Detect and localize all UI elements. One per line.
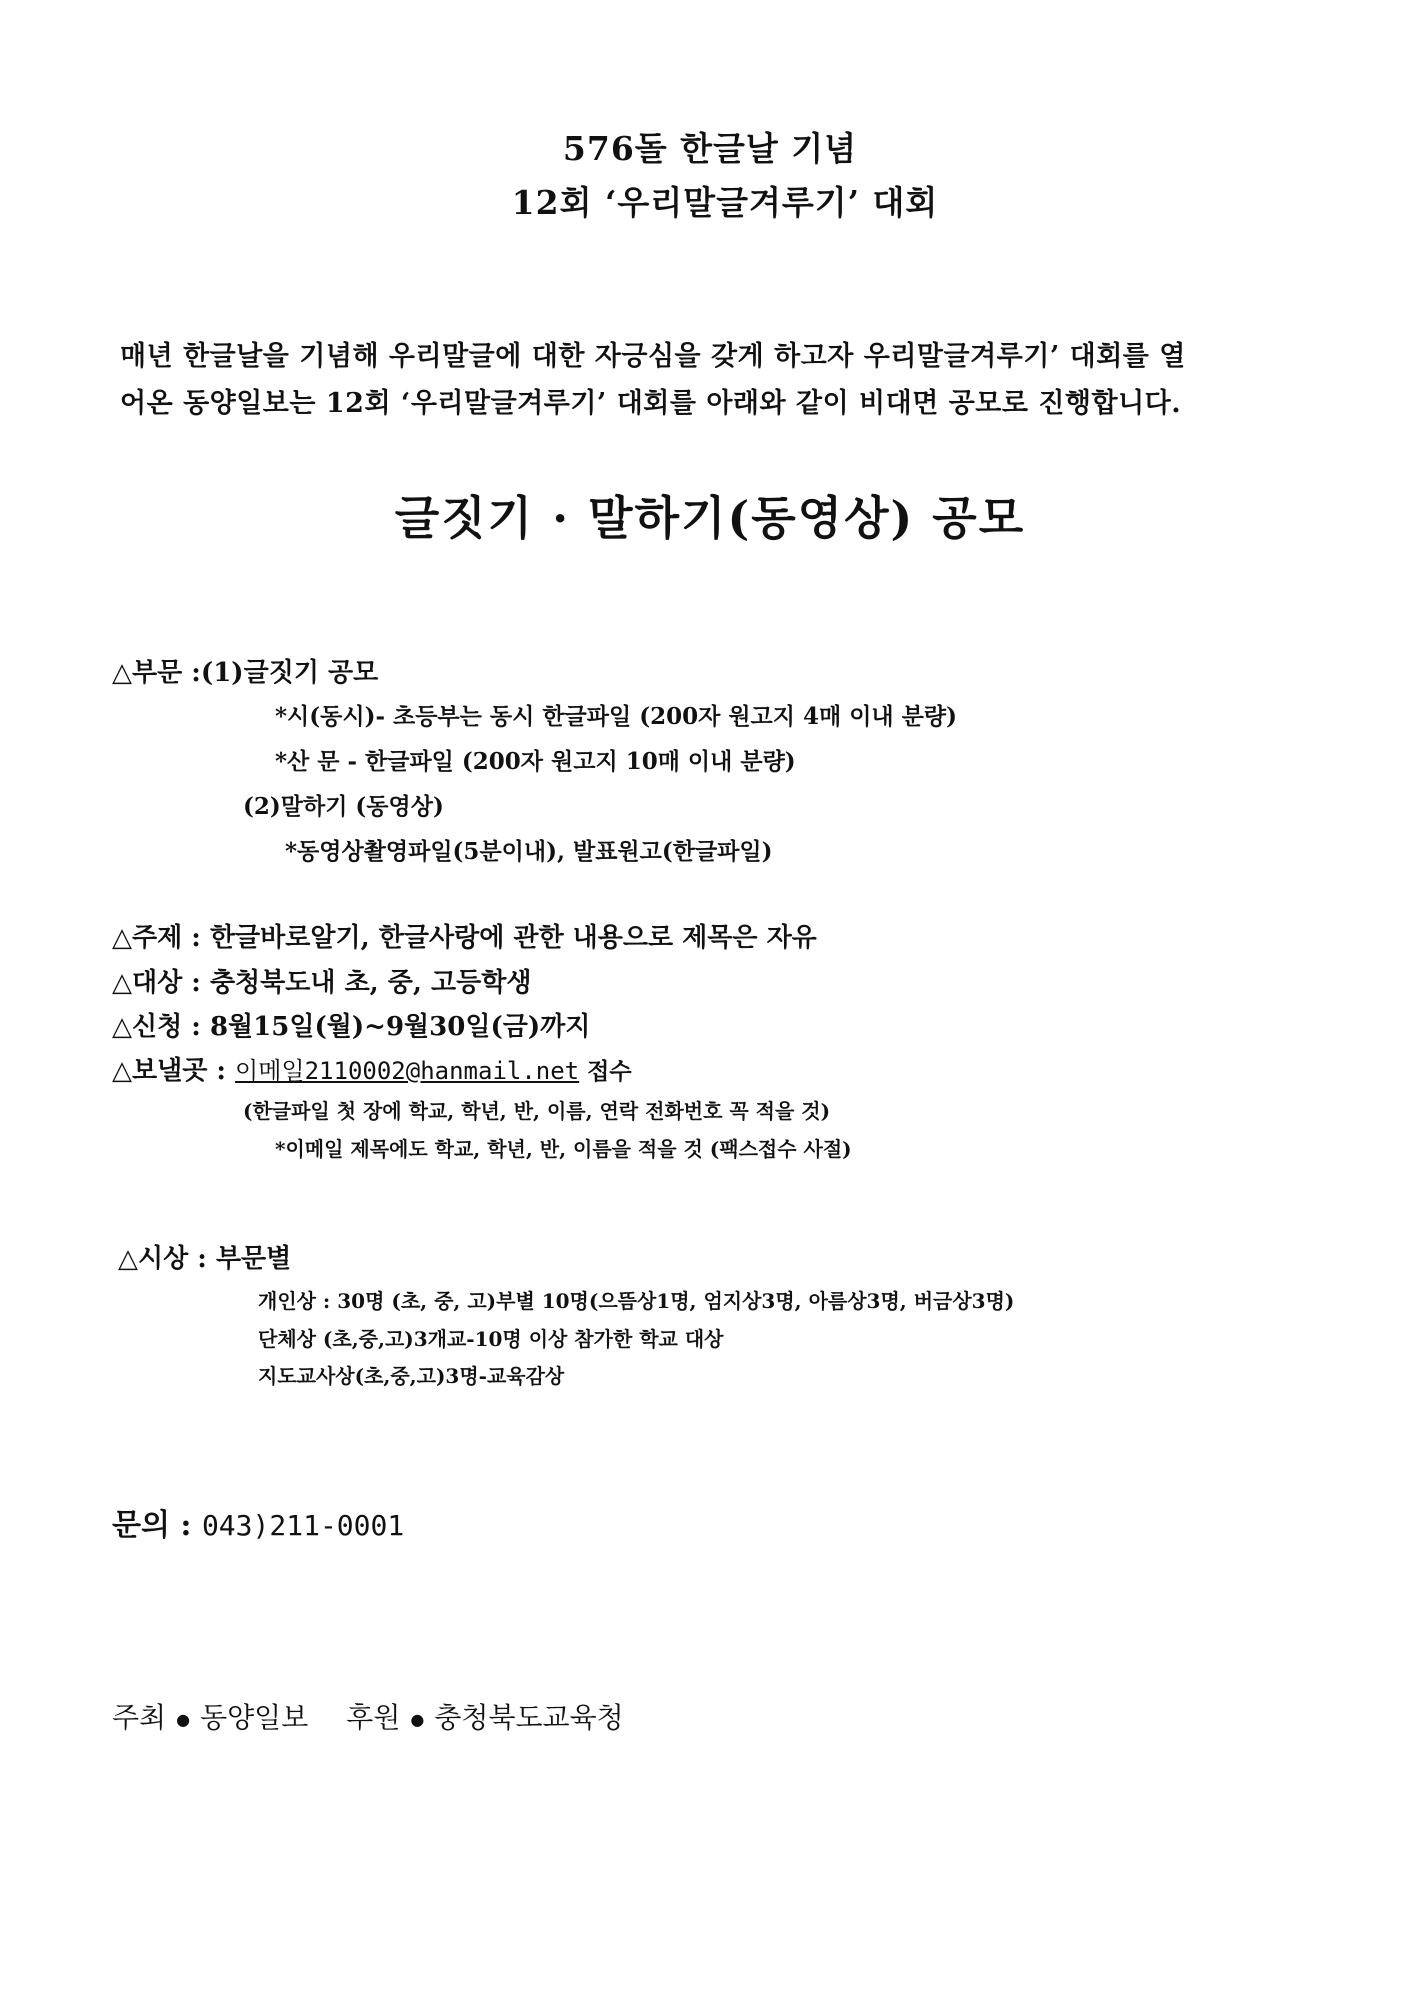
topic-value: 한글바로알기, 한글사랑에 관한 내용으로 제목은 자유: [209, 923, 817, 953]
awards-row: [118, 1238, 291, 1275]
send-row: [112, 1050, 632, 1087]
apply-value: 8월15일(월)~9월30일(금)까지: [209, 1012, 591, 1042]
division-item-1-sub-2: *산 문 - 한글파일 (200자 원고지 10매 이내 분량): [275, 748, 796, 775]
contact-label: 문의 :: [112, 1508, 202, 1543]
intro-line-2: 어온 동양일보는 12회 ‘우리말글겨루기’ 대회를 아래와 같이 비대면 공모로 진행합니다.: [120, 388, 1182, 419]
topic-label: △주제 :: [112, 923, 210, 953]
intro-paragraph: [120, 333, 1330, 427]
host-name: 동양일보: [200, 1701, 309, 1734]
host-label: 주최: [112, 1701, 167, 1734]
send-note-1: (한글파일 첫 장에 학교, 학년, 반, 이름, 연락 전화번호 꼭 적을 것): [243, 1099, 831, 1123]
awards-label: △시상 :: [118, 1244, 216, 1274]
contact-number[interactable]: 043)211-0001: [201, 1509, 405, 1542]
division-item-1-sub-1: *시(동시)- 초등부는 동시 한글파일 (200자 원고지 4매 이내 분량): [275, 703, 957, 730]
title-line-2: 12회 ‘우리말글겨루기’ 대회: [511, 183, 939, 222]
awards-line-3: 지도교사상(초,중,고)3명-교육감상: [258, 1364, 565, 1388]
title-block: [0, 122, 1420, 230]
bullet-icon: ●: [410, 1710, 425, 1729]
email-link[interactable]: 이메일2110002@hanmail.net: [235, 1057, 580, 1085]
target-label: △대상 :: [112, 968, 210, 998]
contact-row: [112, 1500, 404, 1544]
division-row: [112, 652, 378, 689]
main-heading: 글짓기 · 말하기(동영상) 공모: [394, 491, 1026, 545]
footer: [112, 1696, 624, 1736]
sponsor-label: 후원: [346, 1701, 401, 1734]
bullet-icon: ●: [176, 1710, 191, 1729]
send-suffix: 접수: [579, 1058, 632, 1085]
topic-row: [112, 917, 817, 954]
division-item-2-sub-1: *동영상촬영파일(5분이내), 발표원고(한글파일): [285, 838, 773, 865]
apply-label: △신청 :: [112, 1012, 210, 1042]
awards-line-1: 개인상 : 30명 (초, 중, 고)부별 10명(으뜸상1명, 엄지상3명, 아름상3명, 버금상3명): [258, 1289, 1015, 1313]
target-value: 충청북도내 초, 중, 고등학생: [209, 968, 532, 998]
sponsor-name: 충청북도교육청: [434, 1701, 624, 1734]
send-note-2: *이메일 제목에도 학교, 학년, 반, 이름을 적을 것 (팩스접수 사절): [275, 1137, 852, 1161]
apply-row: [112, 1006, 590, 1043]
title-line-1: 576돌 한글날 기념: [562, 129, 858, 168]
division-item-2: (2)말하기 (동영상): [243, 793, 444, 820]
division-item-1: (1)글짓기 공모: [200, 658, 379, 688]
division-label: △부문 :: [112, 658, 201, 688]
awards-value: 부문별: [215, 1244, 292, 1274]
awards-line-2: 단체상 (초,중,고)3개교-10명 이상 참가한 학교 대상: [258, 1327, 724, 1351]
send-label: △보낼곳 :: [112, 1056, 236, 1086]
target-row: [112, 962, 531, 999]
intro-line-1: 매년 한글날을 기념해 우리말글에 대한 자긍심을 갖게 하고자 우리말글겨루기’ 대회를 열: [120, 341, 1186, 372]
